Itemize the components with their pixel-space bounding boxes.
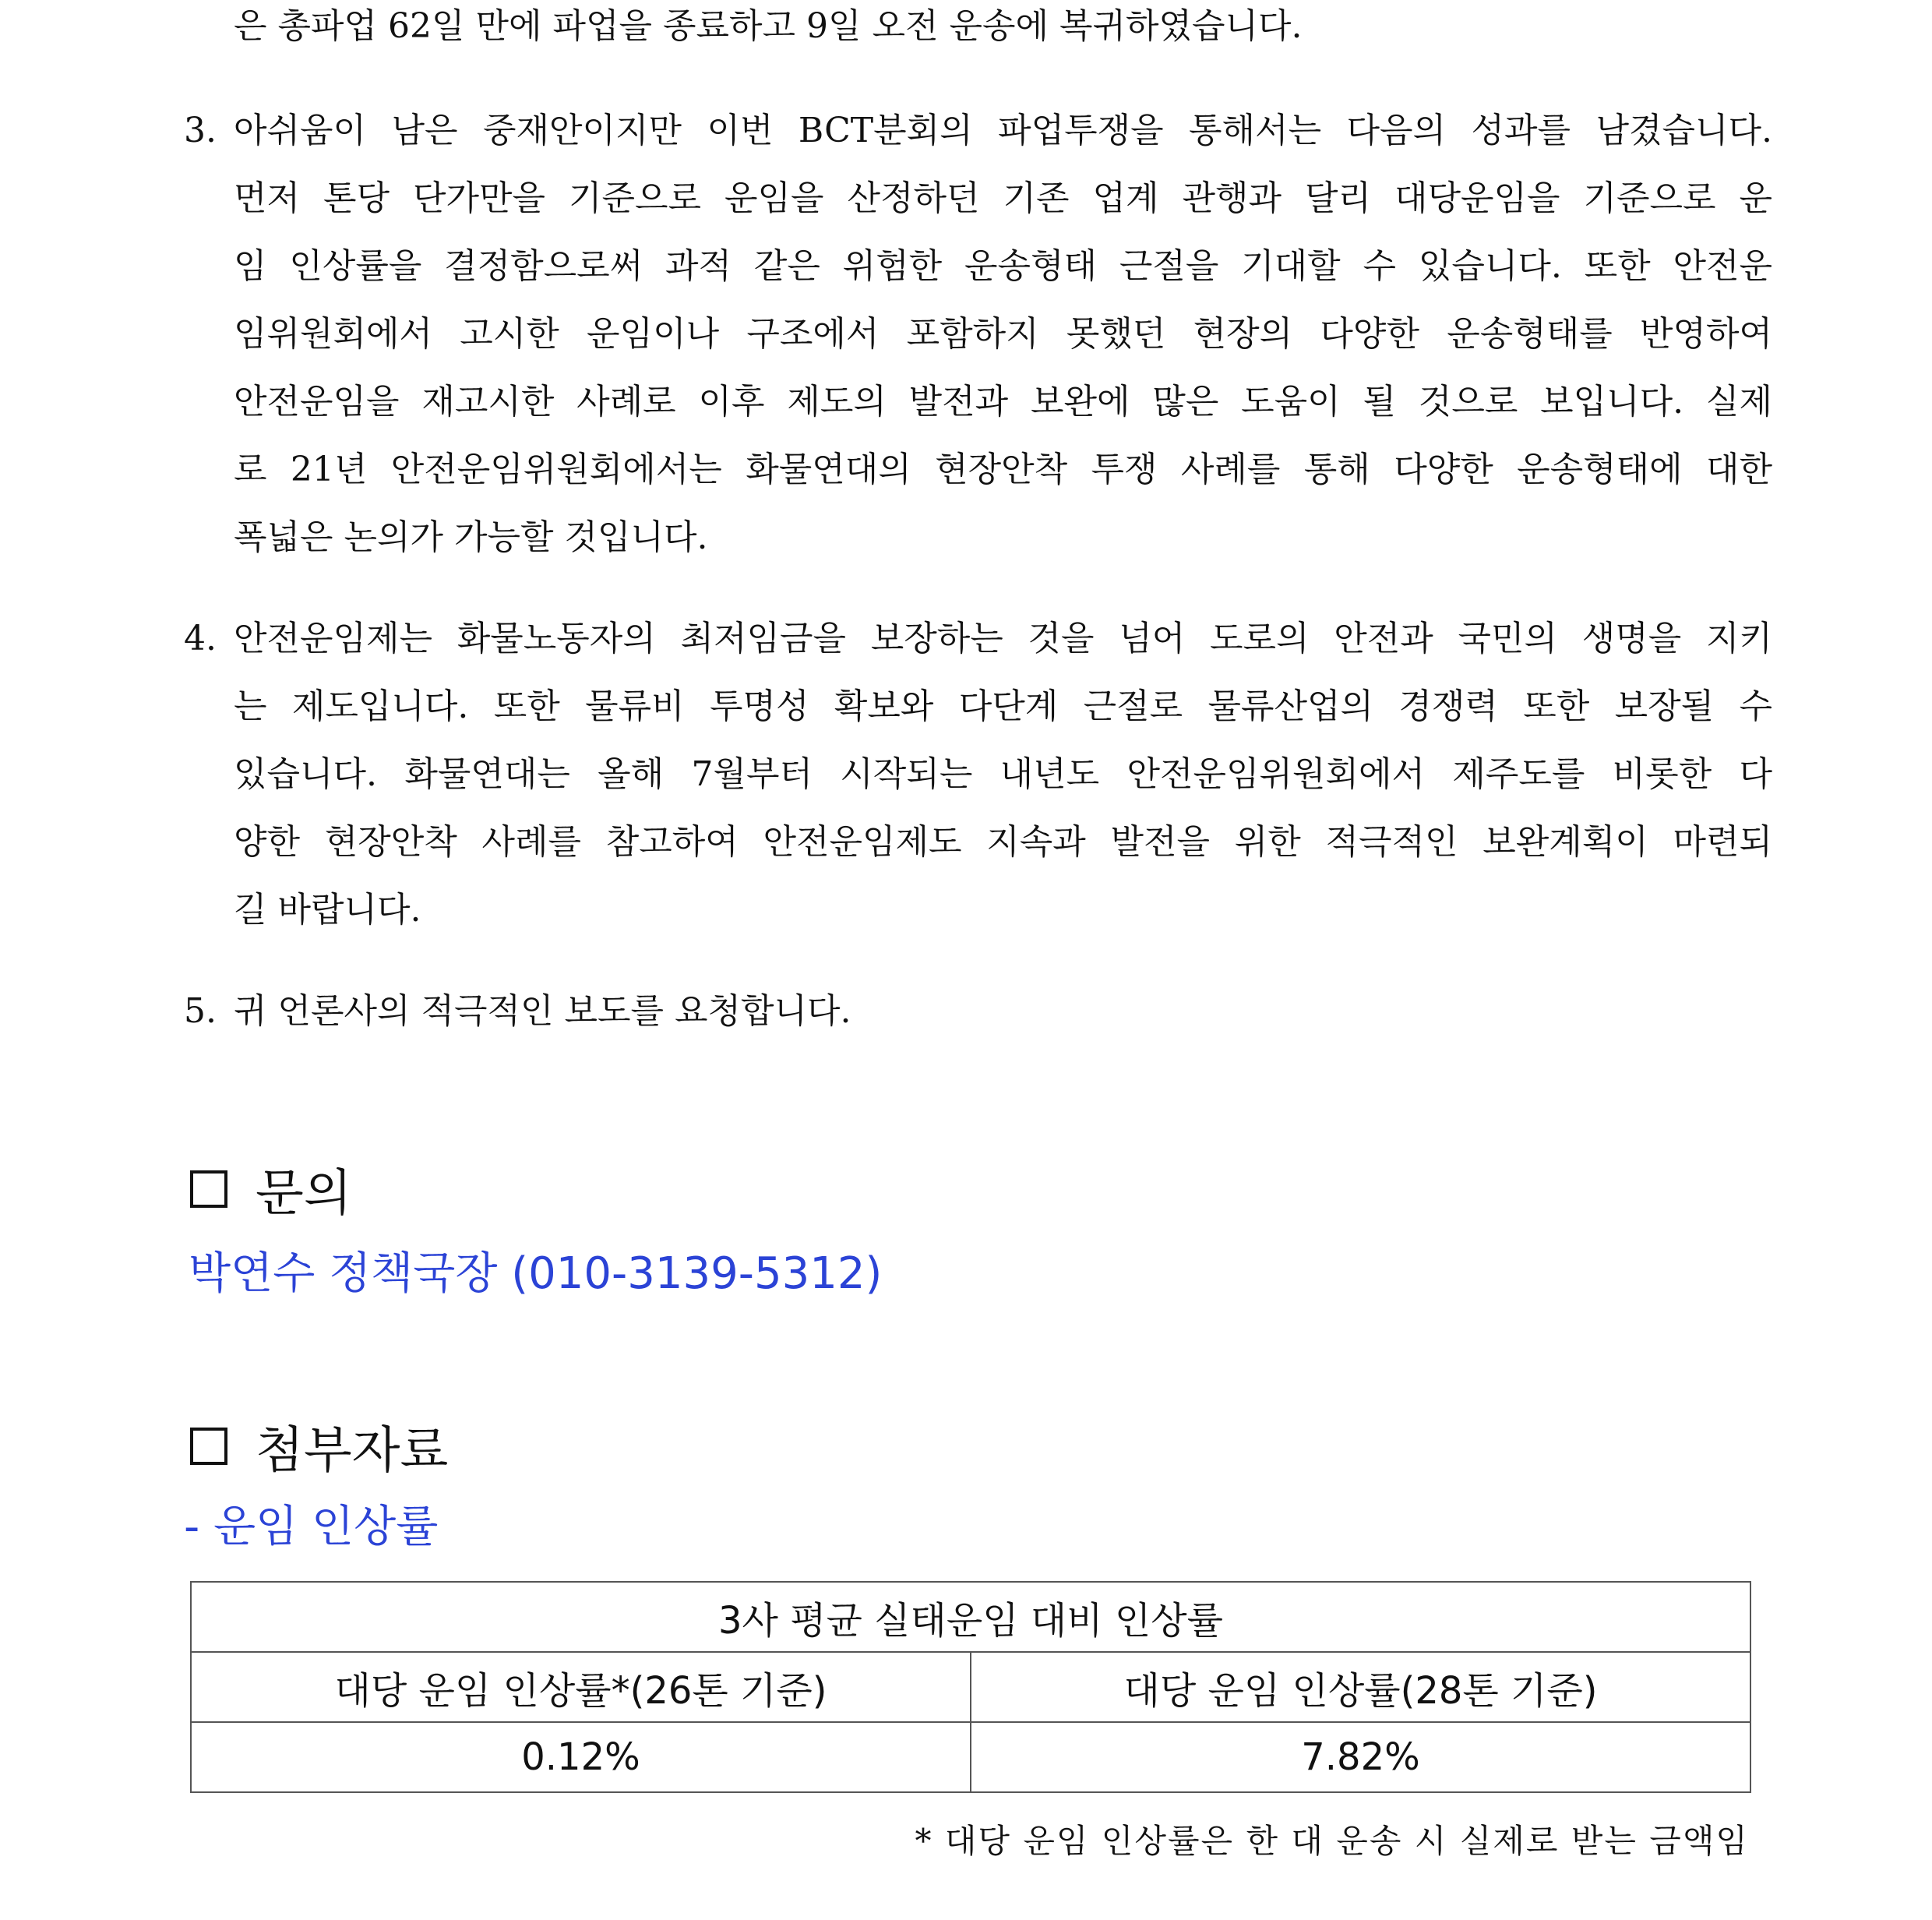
continuation-line: 은 총파업 62일 만에 파업을 종료하고 9일 오전 운송에 복귀하였습니다. [234, 6, 1303, 46]
rate-table [190, 1581, 1751, 1793]
item-text [234, 97, 1772, 571]
text-line: 로 21년 안전운임위원회에서는 화물연대의 현장안착 투쟁 사례를 통해 다양한 운송형태에 대한 [234, 450, 1773, 489]
table-row [191, 1582, 1750, 1652]
text-line: 는 제도입니다. 또한 물류비 투명성 확보와 다단계 근절로 물류산업의 경쟁력 또한 보장될 수 [234, 686, 1772, 726]
table-title: 3사 평균 실태운임 대비 인상률 [191, 1582, 1750, 1652]
text-line: 있습니다. 화물연대는 올해 7월부터 시작되는 내년도 안전운임위원회에서 제주도를 비롯한 다 [234, 754, 1772, 794]
text-line: 안전운임제는 화물노동자의 최저임금을 보장하는 것을 넘어 도로의 안전과 국민의 생명을 지키 [234, 619, 1772, 658]
text-line: 양한 현장안착 사례를 참고하여 안전운임제도 지속과 발전을 위한 적극적인 보완계획이 마련되 [234, 822, 1772, 862]
table-header-cell: 대당 운임 인상률*(26톤 기준) [191, 1652, 971, 1722]
attachment-subheading: - 운임 인상률 [184, 1502, 439, 1552]
list-item-5 [184, 977, 1773, 1045]
text-line: 귀 언론사의 적극적인 보도를 요청합니다. [234, 991, 851, 1031]
table-footnote: * 대당 운임 인상률은 한 대 운송 시 실제로 받는 금액임 [915, 1822, 1749, 1860]
item-number: 4. [184, 619, 217, 658]
attachment-heading-label: 첨부자료 [256, 1422, 449, 1480]
text-line: 먼저 톤당 단가만을 기준으로 운임을 산정하던 기존 업계 관행과 달리 대당운임을 기준으로 운 [234, 178, 1773, 218]
item-text [234, 605, 1772, 944]
table-value-cell: 7.82% [971, 1722, 1750, 1792]
checkbox-icon [190, 1428, 227, 1465]
table-row [191, 1722, 1750, 1792]
table-value-cell: 0.12% [191, 1722, 971, 1792]
text-line: 아쉬움이 남은 중재안이지만 이번 BCT분회의 파업투쟁을 통해서는 다음의 성과를 남겼습니다. [234, 111, 1773, 150]
list-item-4 [184, 605, 1773, 944]
text-line: 임 인상률을 결정함으로써 과적 같은 위험한 운송형태 근절을 기대할 수 있습니다. 또한 안전운 [234, 246, 1772, 286]
attachment-heading [190, 1410, 448, 1482]
checkbox-icon [190, 1170, 227, 1208]
text-line: 폭넓은 논의가 가능할 것입니다. [234, 517, 708, 557]
text-line: 임위원회에서 고시한 운임이나 구조에서 포함하지 못했던 현장의 다양한 운송형태를 반영하여 [234, 314, 1772, 354]
inquiry-heading [190, 1153, 352, 1225]
item-number: 3. [184, 111, 217, 150]
text-line: 안전운임을 재고시한 사례로 이후 제도의 발전과 보완에 많은 도움이 될 것으로 보입니다. 실제 [234, 382, 1772, 422]
table-header-cell: 대당 운임 인상률(28톤 기준) [971, 1652, 1750, 1722]
table-row [191, 1652, 1750, 1722]
text-line: 길 바랍니다. [234, 890, 421, 930]
item-number: 5. [184, 991, 217, 1031]
inquiry-contact: 박연수 정책국장 (010-3139-5312) [189, 1248, 883, 1299]
list-item-3 [184, 97, 1773, 571]
inquiry-heading-label: 문의 [256, 1165, 352, 1223]
item-text [234, 977, 1772, 1045]
